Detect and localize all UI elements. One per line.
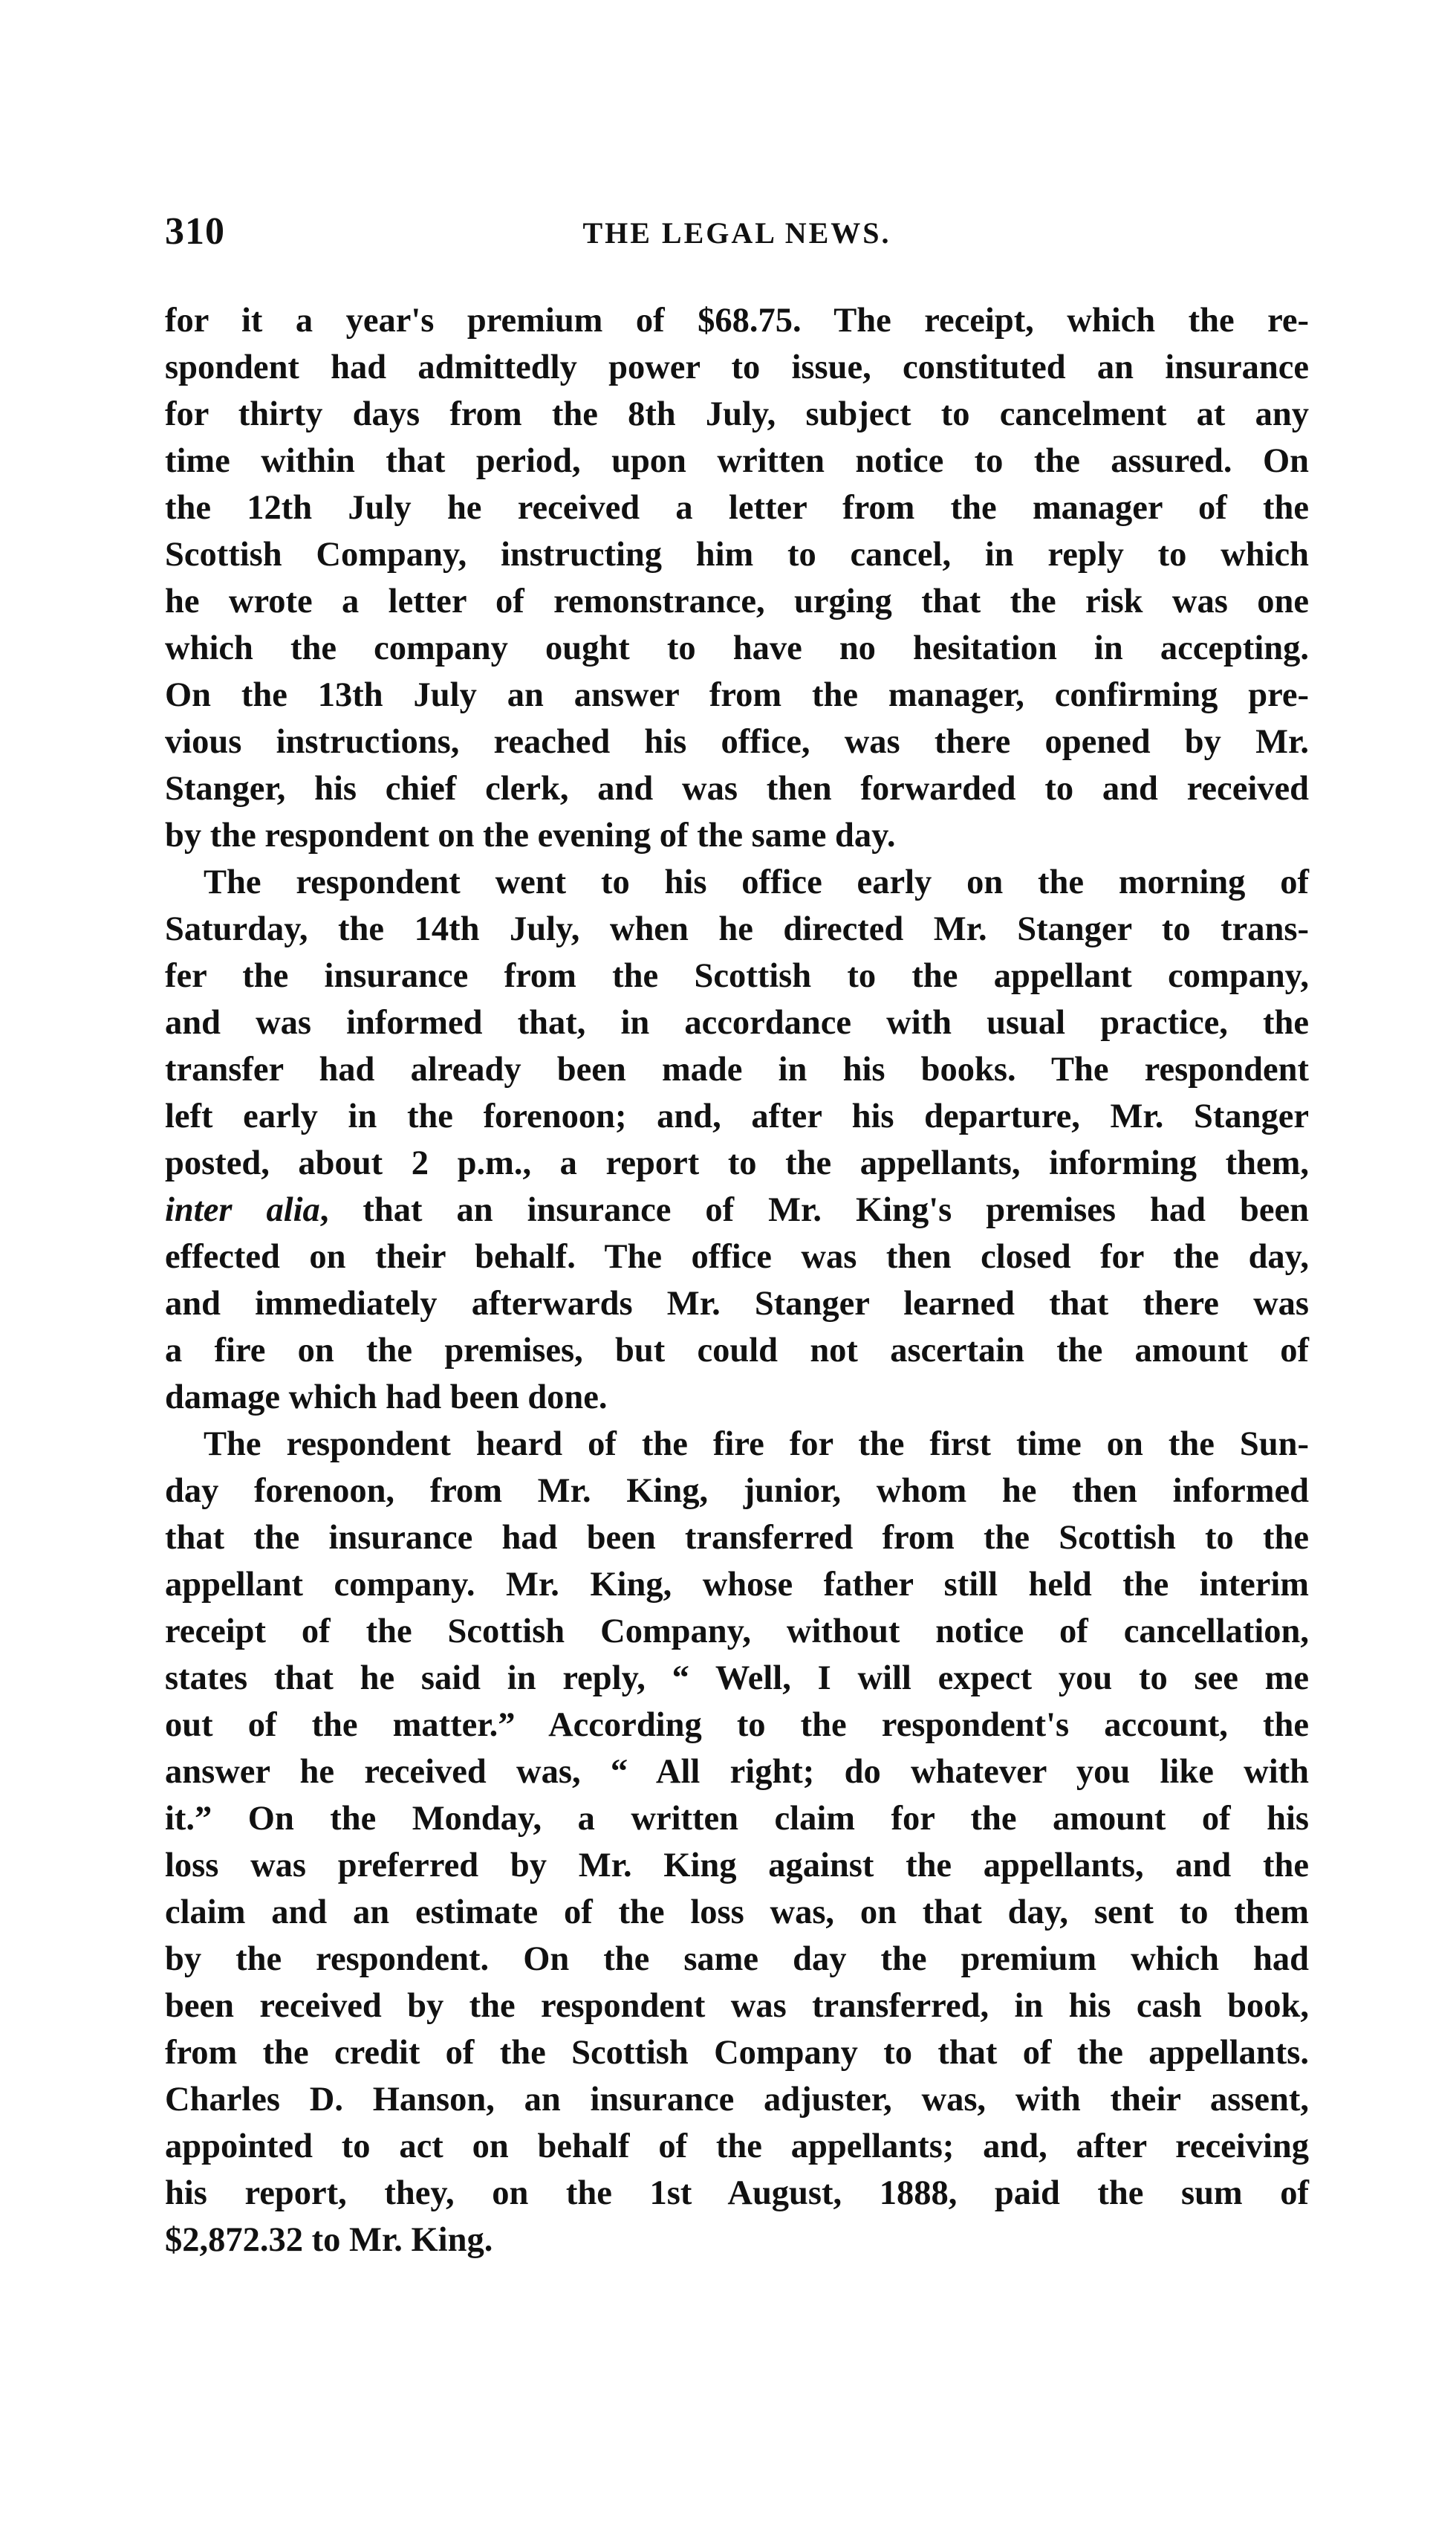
text-line: that the insurance had been transferred from the Scottish to the bbox=[165, 1519, 1309, 1557]
text-line: a fire on the premises, but could not ascertain the amount of bbox=[165, 1332, 1309, 1370]
paragraph-2 bbox=[165, 859, 1309, 1421]
text-line: answer he received was, “ All right; do whatever you like with bbox=[165, 1753, 1309, 1791]
text-line: transfer had already been made in his books. The respondent bbox=[165, 1051, 1309, 1089]
text-line-italic-lead bbox=[165, 1187, 1309, 1234]
text-line: time within that period, upon written notice to the assured. On bbox=[165, 442, 1309, 480]
page-number: 310 bbox=[165, 210, 225, 253]
text-line: his report, they, on the 1st August, 1888, paid the sum of bbox=[165, 2174, 1309, 2212]
text-line: Stanger, his chief clerk, and was then forwarded to and received bbox=[165, 770, 1309, 808]
paragraph-3 bbox=[165, 1421, 1309, 2263]
text-line: appellant company. Mr. King, whose father still held the interim bbox=[165, 1566, 1309, 1604]
text-line: spondent had admittedly power to issue, constituted an insurance bbox=[165, 349, 1309, 386]
italic-phrase: inter alia bbox=[165, 1191, 320, 1229]
text-line: claim and an estimate of the loss was, on that day, sent to them bbox=[165, 1893, 1309, 1931]
text-line: for thirty days from the 8th July, subject to cancelment at any bbox=[165, 395, 1309, 433]
text-line: day forenoon, from Mr. King, junior, whom he then informed bbox=[165, 1472, 1309, 1510]
text-line: and immediately afterwards Mr. Stanger learned that there was bbox=[165, 1285, 1309, 1323]
text-line: fer the insurance from the Scottish to the appellant company, bbox=[165, 957, 1309, 995]
text-line: Saturday, the 14th July, when he directed Mr. Stanger to trans- bbox=[165, 910, 1309, 948]
text-line: out of the matter.” According to the respondent's account, the bbox=[165, 1706, 1309, 1744]
text-line: it.” On the Monday, a written claim for the amount of his bbox=[165, 1800, 1309, 1838]
text-line: The respondent heard of the fire for the first time on the Sun- bbox=[204, 1425, 1309, 1463]
text-line: Charles D. Hanson, an insurance adjuster, was, with their assent, bbox=[165, 2081, 1309, 2119]
running-title: THE LEGAL NEWS. bbox=[582, 216, 891, 250]
page-header bbox=[165, 210, 1309, 262]
text-line: effected on their behalf. The office was then closed for the day, bbox=[165, 1238, 1309, 1276]
text-line: appointed to act on behalf of the appellants; and, after receiving bbox=[165, 2127, 1309, 2165]
text-line: states that he said in reply, “ Well, I will expect you to see me bbox=[165, 1659, 1309, 1697]
text-line: $2,872.32 to Mr. King. bbox=[165, 2221, 493, 2259]
text-line-rest: , that an insurance of Mr. King's premises had been bbox=[319, 1191, 1309, 1229]
text-line: the 12th July he received a letter from the manager of the bbox=[165, 489, 1309, 527]
text-line: by the respondent on the evening of the same day. bbox=[165, 817, 896, 855]
text-line: On the 13th July an answer from the manager, confirming pre- bbox=[165, 676, 1309, 714]
text-line: which the company ought to have no hesitation in accepting. bbox=[165, 629, 1309, 667]
text-line: receipt of the Scottish Company, without notice of cancellation, bbox=[165, 1612, 1309, 1650]
text-line: The respondent went to his office early on the morning of bbox=[204, 863, 1309, 901]
article-body bbox=[165, 297, 1309, 2263]
text-line: posted, about 2 p.m., a report to the appellants, informing them, bbox=[165, 1144, 1309, 1182]
text-line: from the credit of the Scottish Company to that of the appellants. bbox=[165, 2034, 1309, 2072]
text-line: Scottish Company, instructing him to cancel, in reply to which bbox=[165, 536, 1309, 574]
text-line: for it a year's premium of $68.75. The receipt, which the re- bbox=[165, 302, 1309, 340]
text-line: and was informed that, in accordance with usual practice, the bbox=[165, 1004, 1309, 1042]
paragraph-1 bbox=[165, 297, 1309, 859]
text-line: by the respondent. On the same day the premium which had bbox=[165, 1940, 1309, 1978]
text-line: been received by the respondent was transferred, in his cash book, bbox=[165, 1987, 1309, 2025]
text-line: vious instructions, reached his office, was there opened by Mr. bbox=[165, 723, 1309, 761]
text-line: damage which had been done. bbox=[165, 1378, 608, 1416]
text-line: loss was preferred by Mr. King against the appellants, and the bbox=[165, 1847, 1309, 1884]
text-line: he wrote a letter of remonstrance, urging that the risk was one bbox=[165, 583, 1309, 620]
text-line: left early in the forenoon; and, after his departure, Mr. Stanger bbox=[165, 1098, 1309, 1135]
